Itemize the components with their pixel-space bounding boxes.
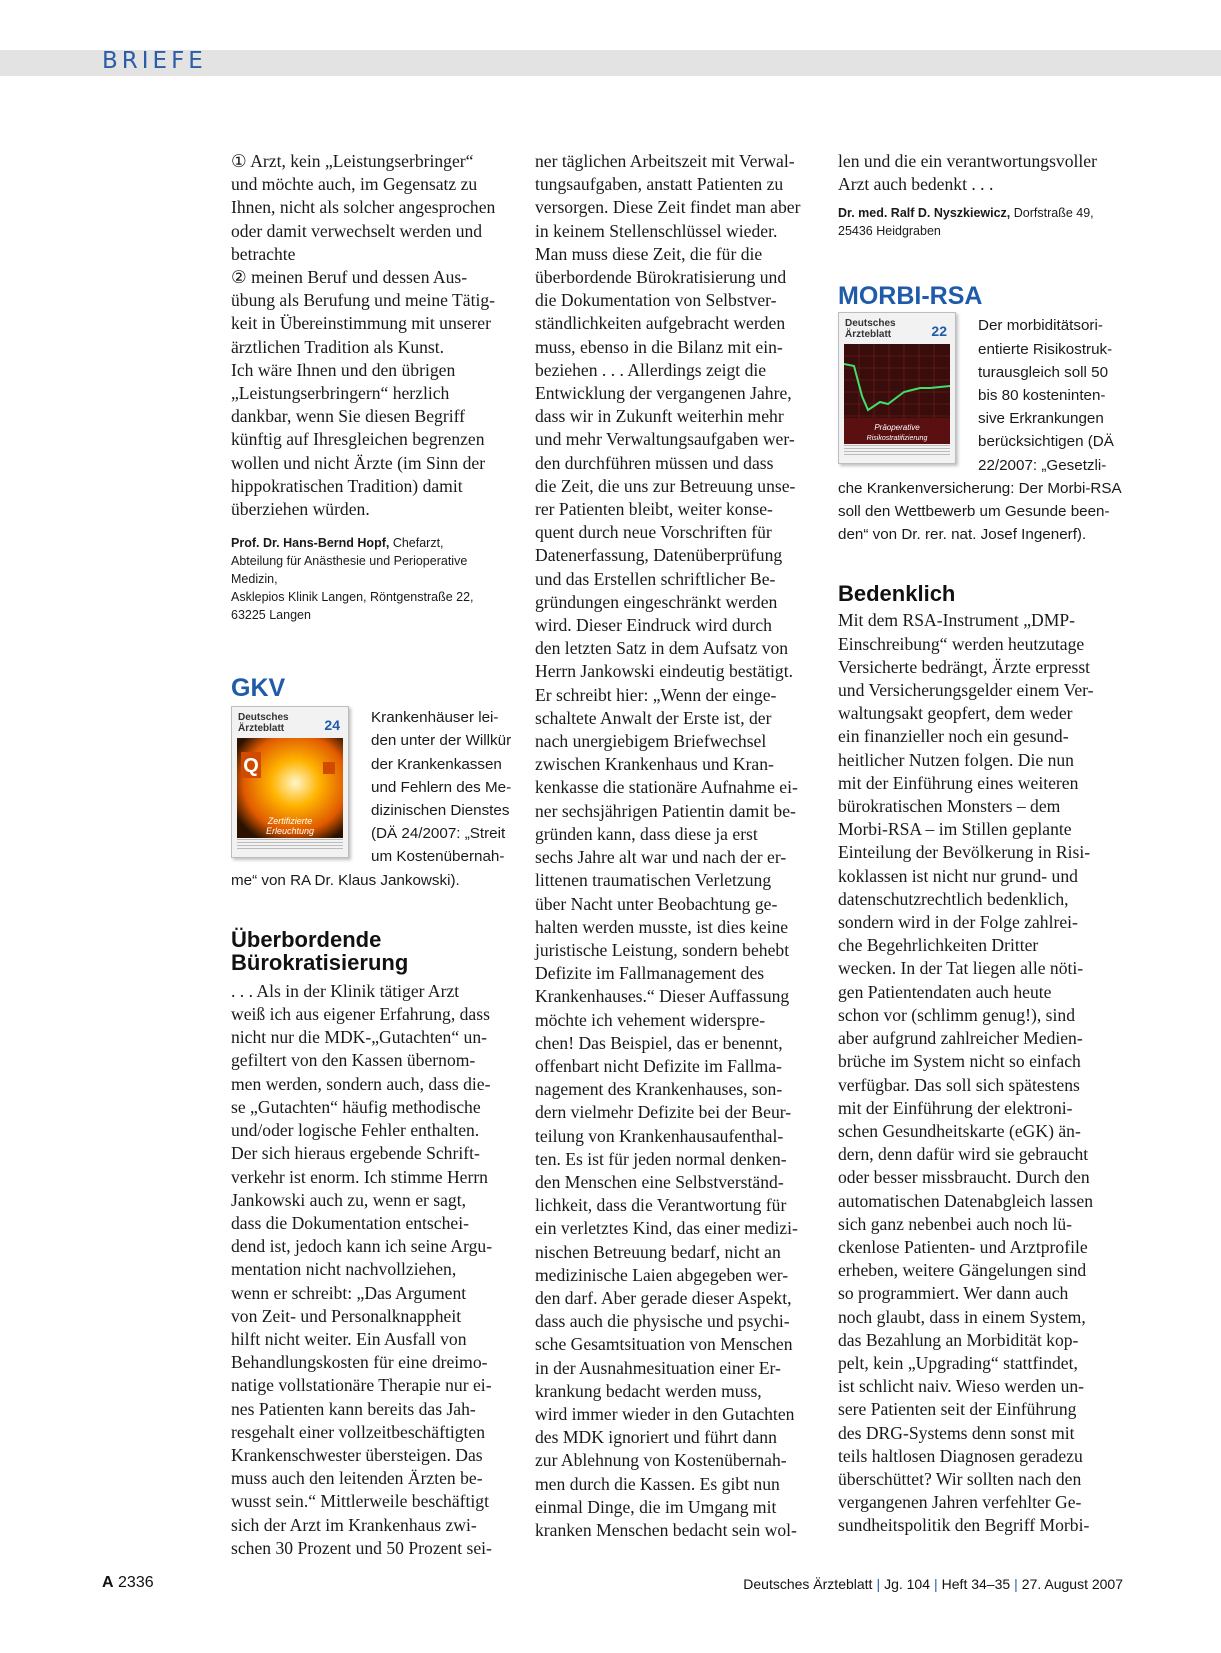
journal-date: 27. August 2007	[1021, 1576, 1123, 1592]
text-line: hippokratischen Tradition) damit	[231, 475, 463, 496]
svg-text:Präoperative: Präoperative	[874, 423, 920, 433]
page-number	[102, 1574, 154, 1592]
text-line: noch glaubt, dass in einem System,	[838, 1306, 1086, 1327]
text-line: ein verletztes Kind, das einer medizi-	[535, 1218, 798, 1239]
text-line: rer Patienten bleibt, weiter konse-	[535, 499, 773, 520]
ref-line: den“ von Dr. rer. nat. Josef Ingenerf).	[838, 526, 1087, 544]
text-line: Der sich hieraus ergebende Schrift-	[231, 1143, 480, 1164]
cover-artwork	[844, 344, 950, 444]
letter-3-body	[838, 609, 1124, 1537]
svg-text:Q: Q	[243, 755, 259, 778]
text-line: die Dokumentation von Selbstver-	[535, 290, 777, 311]
text-line: se „Gutachten“ häufig methodische	[231, 1096, 481, 1117]
text-line: Herrn Jankowski eindeutig bestätigt.	[535, 661, 793, 682]
ref-line: bis 80 kosteninten-	[978, 387, 1106, 405]
text-line: wird immer wieder in den Gutachten	[535, 1403, 795, 1424]
page-number-value: 2336	[118, 1574, 154, 1591]
magazine-cover-image	[838, 312, 956, 464]
ref-line: sive Erkrankungen	[978, 410, 1104, 428]
text-line: betrachte	[231, 243, 296, 264]
text-line: und das Erstellen schriftlicher Be-	[535, 568, 776, 589]
ref-line: 22/2007: „Gesetzli-	[978, 456, 1107, 474]
text-line: dass die Dokumentation entschei-	[231, 1212, 469, 1233]
text-line: resgehalt einer vollzeitbeschäftigten	[231, 1421, 486, 1442]
text-line: Einteilung der Bevölkerung in Risi-	[838, 842, 1091, 863]
cover-logo: Deutsches Ärzteblatt	[845, 318, 896, 341]
text-line: Morbi-RSA – im Stillen geplante	[838, 819, 1072, 840]
text-line: juristische Leistung, sondern behebt	[535, 939, 790, 960]
text-line: teilung von Krankenhausaufenthal-	[535, 1125, 784, 1146]
text-line: von Zeit- und Personalknappheit	[231, 1305, 462, 1326]
author-line: Chefarzt,	[389, 536, 444, 551]
text-line: kranken Menschen bedacht sein wol-	[535, 1519, 797, 1540]
text-line: nes Patienten kann bereits das Jah-	[231, 1398, 476, 1419]
text-line: muss auch den leitenden Ärzten be-	[231, 1468, 483, 1489]
text-line: sere Patienten seit der Einführung	[838, 1399, 1077, 1420]
ref-line: Der morbiditätsori-	[978, 317, 1103, 335]
text-line: schon vor (schlimm genug!), sind	[838, 1004, 1075, 1025]
text-line: Krankenhauses.“ Dieser Auffassung	[535, 986, 790, 1007]
text-line: krankung bedacht werden muss,	[535, 1380, 762, 1401]
text-line: gefiltert von den Kassen übernom-	[231, 1050, 476, 1071]
text-line: muss, ebenso in die Bilanz mit ein-	[535, 336, 783, 357]
svg-text:Risikostratifizierung: Risikostratifizierung	[866, 435, 928, 443]
text-line: Behandlungskosten für eine dreimo-	[231, 1352, 488, 1373]
text-line: in keinem Stellenschlüssel wieder.	[535, 220, 778, 241]
ref-line: der Krankenkassen	[371, 755, 502, 773]
text-line: Ihnen, nicht als solcher angesprochen	[231, 197, 496, 218]
text-line: sich ganz nebenbei auch noch lü-	[838, 1213, 1073, 1234]
journal-issue: Heft 34–35	[941, 1576, 1011, 1592]
text-line: den durchführen müssen und dass	[535, 452, 774, 473]
text-line: weiß ich aus eigener Erfahrung, dass	[231, 1004, 490, 1025]
text-line: ständlichkeiten aufgebracht werden	[535, 313, 786, 334]
text-line: vergangenen Jahren verfehlter Ge-	[838, 1492, 1082, 1513]
ref-line: dizinischen Dienstes	[371, 802, 510, 820]
text-line: mit der Einführung eines weiteren	[838, 772, 1079, 793]
letter-headline: Überbordende Bürokratisierung	[231, 926, 409, 975]
text-line: schen 30 Prozent und 50 Prozent sei-	[231, 1537, 492, 1558]
text-line: dass wir in Zukunft weiterhin mehr	[535, 406, 784, 427]
text-line: und möchte auch, im Gegensatz zu	[231, 174, 478, 195]
text-line: in der Ausnahmesituation einer Er-	[535, 1357, 781, 1378]
text-line: zwischen Krankenhaus und Kran-	[535, 754, 774, 775]
text-line: möchte ich vehement widerspre-	[535, 1009, 766, 1030]
text-line: und mehr Verwaltungsaufgaben wer-	[535, 429, 795, 450]
ref-line: entierte Risikostruk-	[978, 340, 1113, 358]
text-line: men werden, sondern auch, dass die-	[231, 1073, 491, 1094]
column-3	[838, 150, 1124, 1538]
ref-line: den unter der Willkür	[371, 732, 512, 750]
text-line: medizinische Laien abgegeben wer-	[535, 1264, 789, 1285]
journal-name: Deutsches Ärzteblatt	[743, 1576, 873, 1592]
text-line: dass auch die physische und psychi-	[535, 1311, 790, 1332]
text-line: quent durch neue Vorschriften für	[535, 522, 772, 543]
text-line: mit der Einführung der elektroni-	[838, 1097, 1073, 1118]
text-line: „Leistungserbringern“ herzlich	[231, 383, 450, 404]
svg-text:Zertifizierte: Zertifizierte	[267, 816, 313, 827]
text-line: sundheitspolitik den Begriff Morbi-	[838, 1515, 1090, 1536]
text-line: men durch die Kassen. Es gibt nun	[535, 1473, 780, 1494]
text-line: oder damit verwechselt werden und	[231, 220, 483, 241]
text-line: ärztlichen Tradition als Kunst.	[231, 336, 445, 357]
text-line: schen Gesundheitskarte (eGK) än-	[838, 1120, 1081, 1141]
text-line: datenschutzrechtlich bedenklich,	[838, 888, 1069, 909]
text-line: ner täglichen Arbeitszeit mit Verwal-	[535, 151, 795, 171]
cover-issue-number: 22	[931, 323, 947, 340]
text-line: Man muss diese Zeit, die für die	[535, 243, 763, 264]
text-line: gründen kann, dass diese ja erst	[535, 823, 758, 844]
text-line: den darf. Aber gerade dieser Aspekt,	[535, 1287, 792, 1308]
topic-heading: MORBI-RSA	[838, 282, 983, 311]
text-line: kenkasse die stationäre Aufnahme ei-	[535, 777, 798, 798]
ref-line: soll den Wettbewerb um Gesunde been-	[838, 503, 1110, 521]
text-line: über Nacht unter Beobachtung ge-	[535, 893, 778, 914]
text-line: . . . Als in der Klinik tätiger Arzt	[231, 980, 460, 1001]
text-line: einmal Dinge, die im Umgang mit	[535, 1496, 777, 1517]
text-line: und Versicherungsgelder einem Ver-	[838, 680, 1094, 701]
text-line: Datenerfassung, Datenüberprüfung	[535, 545, 783, 566]
text-line: heitlicher Nutzen folgen. Die nun	[838, 749, 1074, 770]
cover-logo: Deutsches Ärzteblatt	[238, 712, 289, 735]
column-2	[535, 150, 820, 1542]
text-line: dern, denn dafür wird sie gebraucht	[838, 1144, 1089, 1165]
text-line: überziehen würden.	[231, 499, 370, 520]
text-line: sondern wird in der Folge zahlrei-	[838, 912, 1078, 933]
reference-box	[231, 706, 517, 892]
text-line: ① Arzt, kein „Leistungserbringer“	[231, 151, 474, 171]
text-line: ten. Es ist für jeden normal denken-	[535, 1148, 787, 1169]
text-line: teils haltlosen Diagnosen geradezu	[838, 1445, 1083, 1466]
text-line: Entwicklung der vergangenen Jahre,	[535, 383, 792, 404]
text-line: koklassen ist nicht nur grund- und	[838, 865, 1078, 886]
author-name: Prof. Dr. Hans-Bernd Hopf,	[231, 536, 390, 551]
author-line: 25436 Heidgraben	[838, 224, 941, 239]
text-line: mentation nicht nachvollziehen,	[231, 1259, 457, 1280]
text-line: Arzt auch bedenkt . . .	[838, 174, 994, 195]
text-line: wollen und nicht Ärzte (im Sinn der	[231, 452, 486, 473]
text-line: sich der Arzt im Krankenhaus zwi-	[231, 1514, 477, 1535]
text-line: Ich wäre Ihnen und den übrigen	[231, 359, 456, 380]
text-line: Krankenschwester übersteigen. Das	[231, 1444, 483, 1465]
text-line: natige vollstationäre Therapie nur ei-	[231, 1375, 492, 1396]
text-line: brüche im System nicht so einfach	[838, 1051, 1081, 1072]
text-line: littenen traumatischen Verletzung	[535, 870, 772, 891]
column-1	[231, 150, 517, 1560]
cover-footer-lines	[844, 445, 950, 457]
text-line: des DRG-Systems denn sonst mit	[838, 1422, 1075, 1443]
ref-line: me“ von RA Dr. Klaus Jankowski).	[231, 871, 460, 889]
text-line: hilft nicht weiter. Ein Ausfall von	[231, 1328, 467, 1349]
letter-1-end	[231, 150, 517, 521]
text-line: automatischen Datenabgleich lassen	[838, 1190, 1094, 1211]
text-line: offenbart nicht Defizite im Fallma-	[535, 1055, 782, 1076]
text-line: ner sechsjährigen Patientin damit be-	[535, 800, 796, 821]
text-line: gründungen eingeschränkt werden	[535, 591, 778, 612]
text-line: erheben, weitere Gängelungen sind	[838, 1260, 1087, 1281]
author-line: Dorfstraße 49,	[1010, 206, 1094, 221]
text-line: die Zeit, die uns zur Betreuung unse-	[535, 475, 796, 496]
text-line: so programmiert. Wer dann auch	[838, 1283, 1069, 1304]
reference-box	[838, 312, 1124, 546]
text-line: len und die ein verantwortungsvoller	[838, 151, 1097, 171]
author-line: 63225 Langen	[231, 608, 311, 623]
text-line: des MDK ignoriert und führt dann	[535, 1427, 777, 1448]
text-line: nagement des Krankenhauses, son-	[535, 1079, 783, 1100]
letter-2-body	[231, 980, 517, 1560]
text-line: bürokratischen Monsters – dem	[838, 796, 1061, 817]
text-line: verfügbar. Das soll sich spätestens	[838, 1074, 1080, 1095]
text-line: nach unergiebigem Briefwechsel	[535, 731, 767, 752]
ref-line: berücksichtigen (DÄ	[978, 433, 1114, 451]
text-line: Jankowski auch zu, wenn er sagt,	[231, 1189, 467, 1210]
text-line: beziehen . . . Allerdings zeigt die	[535, 359, 767, 380]
author-line: Asklepios Klinik Langen, Röntgenstraße 22,	[231, 590, 474, 605]
text-line: che Begehrlichkeiten Dritter	[838, 935, 1039, 956]
text-line: nischen Betreuung bedarf, nicht an	[535, 1241, 781, 1262]
text-line: den Menschen eine Selbstverständ-	[535, 1171, 784, 1192]
text-line: Defizite im Fallmanagement des	[535, 963, 765, 984]
ref-line: turausgleich soll 50	[978, 363, 1109, 381]
ref-line: (DÄ 24/2007: „Streit	[371, 825, 506, 843]
text-line: waltungsakt geopfert, dem weder	[838, 703, 1073, 724]
text-line: wusst sein.“ Mittlerweile beschäftigt	[231, 1491, 489, 1512]
text-line: übung als Berufung und meine Tätig-	[231, 290, 496, 311]
text-line: dern vielmehr Defizite bei der Beur-	[535, 1102, 792, 1123]
cover-issue-number: 24	[324, 717, 340, 734]
author-signature	[838, 204, 1124, 240]
text-line: Einschreibung“ werden heutzutage	[838, 633, 1085, 654]
text-line: überbordende Bürokratisierung und	[535, 267, 787, 288]
section-label: BRIEFE	[102, 48, 207, 74]
text-line: nicht nur die MDK-„Gutachten“ un-	[231, 1027, 488, 1048]
text-line: überschüttet? Wir sollten nach den	[838, 1468, 1082, 1489]
text-line: ② meinen Beruf und dessen Aus-	[231, 267, 468, 288]
text-line: versorgen. Diese Zeit findet man aber	[535, 197, 801, 218]
svg-text:Erleuchtung: Erleuchtung	[265, 826, 315, 837]
text-line: Er schreibt hier: „Wenn der einge-	[535, 684, 777, 705]
text-line: ein finanzieller noch ein gesund-	[838, 726, 1069, 747]
topic-heading: GKV	[231, 674, 286, 703]
text-line: tungsaufgaben, anstatt Patienten zu	[535, 174, 784, 195]
ref-line: che Krankenversicherung: Der Morbi-RSA	[838, 479, 1122, 497]
text-line: das Bezahlung an Morbidität kop-	[838, 1329, 1079, 1350]
text-line: künftig auf Ihresgleichen begrenzen	[231, 429, 485, 450]
text-line: pelt, kein „Upgrading“ stattfindet,	[838, 1352, 1078, 1373]
author-signature	[231, 534, 517, 624]
text-line: Versicherte bedrängt, Ärzte erpresst	[838, 656, 1091, 677]
journal-info: Deutsches Ärzteblatt | Jg. 104 | Heft 34–35 | 27. August 2007	[743, 1576, 1123, 1592]
cover-artwork	[237, 738, 343, 838]
author-name: Dr. med. Ralf D. Nyszkiewicz,	[838, 206, 1011, 221]
text-line: wird. Dieser Eindruck wird durch	[535, 615, 772, 636]
text-line: den letzten Satz in dem Aufsatz von	[535, 638, 789, 659]
text-line: schaltete Anwalt der Erste ist, der	[535, 707, 772, 728]
text-line: keit in Übereinstimmung mit unserer	[231, 313, 491, 334]
text-line: verkehr ist enorm. Ich stimme Herrn	[231, 1166, 488, 1187]
text-line: zur Ablehnung von Kostenübernah-	[535, 1450, 787, 1471]
text-line: dend ist, jedoch kann ich seine Argu-	[231, 1236, 493, 1257]
text-line: gen Patientendaten auch heute	[838, 981, 1052, 1002]
text-line: wecken. In der Tat liegen alle nöti-	[838, 958, 1084, 979]
text-line: dankbar, wenn Sie diesen Begriff	[231, 406, 465, 427]
text-line: sche Gesamtsituation von Menschen	[535, 1334, 793, 1355]
page-prefix: A	[102, 1574, 114, 1591]
ref-line: und Fehlern des Me-	[371, 778, 512, 796]
magazine-cover-image	[231, 706, 349, 858]
cover-footer-lines	[237, 839, 343, 851]
ref-line: Krankenhäuser lei-	[371, 709, 499, 727]
text-line: wenn er schreibt: „Das Argument	[231, 1282, 467, 1303]
journal-volume: Jg. 104	[884, 1576, 931, 1592]
ref-line: um Kostenübernah-	[371, 848, 505, 866]
text-line: aber aufgrund zahlreicher Medien-	[838, 1028, 1083, 1049]
text-line: oder besser missbraucht. Durch den	[838, 1167, 1090, 1188]
text-line: und/oder logische Fehler enthalten.	[231, 1120, 480, 1141]
text-line: ist schlicht naiv. Wieso werden un-	[838, 1376, 1085, 1397]
text-line: sechs Jahre alt war und nach der er-	[535, 847, 787, 868]
letter-headline: Bedenklich	[838, 581, 956, 607]
text-line: ckenlose Patienten- und Arztprofile	[838, 1236, 1088, 1257]
text-line: Mit dem RSA-Instrument „DMP-	[838, 610, 1076, 631]
text-line: halten werden musste, ist dies keine	[535, 916, 789, 937]
text-line: chen! Das Beispiel, das er benennt,	[535, 1032, 783, 1053]
text-line: lichkeit, dass die Verantwortung für	[535, 1195, 787, 1216]
author-line: Abteilung für Anästhesie und Perioperative Medizin,	[231, 554, 468, 587]
